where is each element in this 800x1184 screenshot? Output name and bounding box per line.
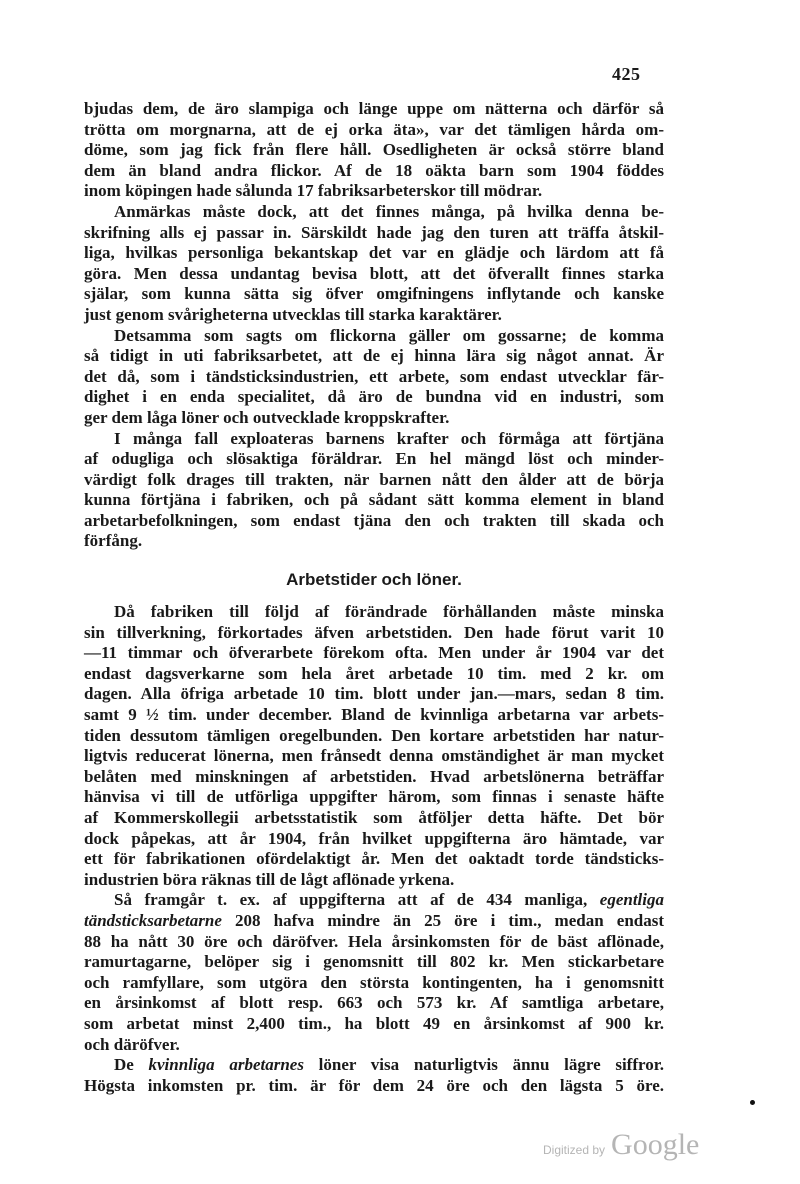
emphasis: egentliga [599, 890, 664, 910]
text-line: döme, som jag fick från flere håll. Osedligheten är också större bland [84, 140, 664, 160]
text-line: dighet i en enda specialitet, då äro de bundna vid en industri, som [84, 387, 664, 407]
text-run: Så framgår t. ex. af uppgifterna att af de 434 manliga, [114, 890, 600, 910]
text-run: De [114, 1055, 149, 1075]
text-line: bjudas dem, de äro slampiga och länge uppe om nätterna och därför så [84, 99, 664, 118]
text-line: ligtvis reducerat lönerna, men frånsedt denna omständighet är man mycket [84, 746, 664, 766]
text-line [84, 911, 664, 932]
text-line: belåten med minskningen af arbetstiden. Hvad arbetslönerna beträffar [84, 766, 664, 786]
text-line: —11 timmar och öfverarbete förekom ofta. Men under år 1904 var det [84, 643, 664, 663]
text-line: ger dem låga löner och outvecklade kroppskrafter. [84, 407, 450, 427]
text-line: endast dagsverkarne som hela året arbetade 10 tim. med 2 kr. om [84, 663, 664, 683]
text-line: arbetarbefolkningen, som endast tjäna den och trakten till skada och [84, 510, 664, 530]
text-line: ramurtagarne, belöper sig i genomsnitt till 802 kr. Men stickarbetare [84, 952, 664, 972]
digitized-by-google-watermark [543, 1128, 699, 1162]
body-text [84, 99, 664, 1096]
section-heading: Arbetstider och löner. [286, 570, 462, 590]
text-line: så tidigt in uti fabriksarbetet, att de ej hinna lära sig något annat. Är [84, 346, 664, 366]
emphasis: tändsticksarbetarne [84, 910, 222, 930]
text-line: själar, som kunna sätta sig öfver omgifningens inflytande och kanske [84, 284, 664, 304]
text-line: och ramfyllare, som utgöra den största kontingenten, ha i genomsnitt [84, 972, 664, 992]
text-line: 88 ha nått 30 öre och däröfver. Hela årsinkomsten för de bäst aflönade, [84, 931, 664, 951]
text-line: inom köpingen hade sålunda 17 fabriksarbeterskor till mödrar. [84, 181, 543, 201]
text-line: industrien böra räknas till de lågt aflönade yrkena. [84, 869, 455, 889]
text-line: af Kommerskollegii arbetsstatistik som åtföljer detta häfte. Det bör [84, 808, 664, 827]
text-line: trötta om morgnarna, att de ej orka äta», var det tämligen hårda om- [84, 119, 664, 139]
text-line: det då, som i tändsticksindustrien, ett arbete, som endast utvecklar fär- [84, 366, 664, 386]
text-line: dem än bland andra flickor. Af de 18 oäkta barn som 1904 föddes [84, 160, 664, 180]
text-line: sin tillverkning, förkortades äfven arbetstiden. Den hade förut varit 10 [84, 622, 664, 642]
page-number: 425 [612, 64, 641, 84]
text-line: Detsamma som sagts om flickorna gäller om gossarne; de komma [114, 325, 664, 345]
google-logo: Google [611, 1128, 700, 1161]
text-run: löner visa naturligtvis ännu lägre siffror. [303, 1055, 664, 1075]
text-run: 208 hafva mindre än 25 öre i tim., medan endast [221, 910, 664, 930]
digitized-label: Digitized by [543, 1143, 606, 1157]
text-line: hänvisa vi till de utförliga uppgifter härom, som finnas i senaste häfte [84, 787, 664, 807]
text-line: dagen. Alla öfriga arbetade 10 tim. blott under jan.—mars, sedan 8 tim. [84, 684, 664, 704]
text-line: skrifning alls ej passar in. Särskildt hade jag den turen att träffa åtskil- [84, 222, 664, 242]
text-line: förfång. [84, 531, 143, 551]
text-line: ett för fabrikationen ofördelaktigt år. Men det oaktadt torde tändsticks- [84, 849, 664, 869]
text-line: som arbetat minst 2,400 tim., ha blott 49 en årsinkomst af 900 kr. [84, 1013, 664, 1033]
text-line: just genom svårigheterna utvecklas till starka karaktärer. [84, 304, 502, 324]
text-line: en årsinkomst af blott resp. 663 och 573 kr. Af samtliga arbetare, [84, 993, 664, 1013]
text-line: värdigt folk drages till trakten, när barnen nått den ålder att de börja [84, 469, 664, 489]
text-line: dock påpekas, att år 1904, från hvilket uppgifterna äro hämtade, var [84, 828, 664, 848]
text-line: tiden dessutom tämligen oregelbunden. Den kortare arbetstiden har natur- [84, 725, 664, 745]
text-line: kunna förtjäna i fabriken, och på sådant sätt komma element in bland [84, 490, 664, 510]
text-line: liga, hvilkas personliga bekantskap det var en glädje och lärdom att få [84, 243, 664, 263]
ink-mark [750, 1100, 755, 1105]
text-line: I många fall exploateras barnens krafter och förmåga att förtjäna [114, 428, 664, 448]
text-line: Då fabriken till följd af förändrade förhållanden måste minska [114, 602, 664, 622]
emphasis: kvinnliga arbetarnes [148, 1055, 304, 1075]
text-line: och däröfver. [84, 1034, 180, 1054]
text-line: samt 9 ½ tim. under december. Bland de kvinnliga arbetarna var arbets- [84, 705, 664, 725]
text-line: Anmärkas måste dock, att det finnes många, på hvilka denna be- [114, 201, 664, 221]
text-line: Högsta inkomsten pr. tim. är för dem 24 öre och den lägsta 5 öre. [84, 1075, 664, 1095]
text-line [84, 890, 664, 911]
text-line [84, 1055, 664, 1076]
text-line: af odugliga och slösaktiga föräldrar. En hel mängd löst och minder- [84, 449, 664, 469]
text-line: göra. Men dessa undantag bevisa blott, att det öfverallt finnes starka [84, 263, 664, 283]
